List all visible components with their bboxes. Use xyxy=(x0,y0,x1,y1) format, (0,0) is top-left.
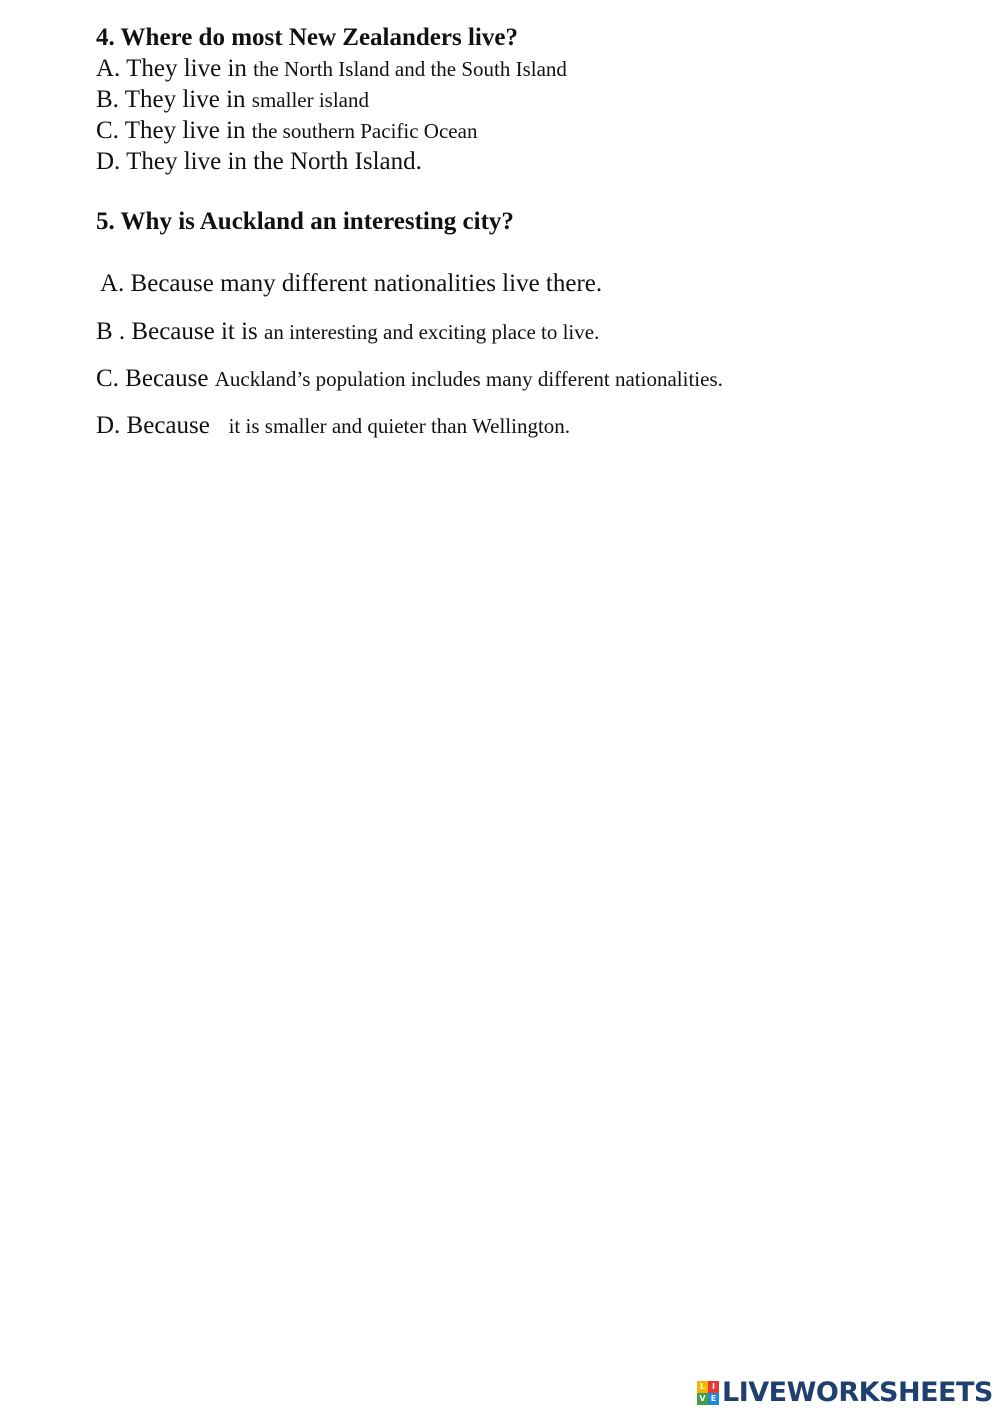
logo-mark-letter: L xyxy=(697,1381,708,1393)
logo-mark-letter: V xyxy=(697,1393,708,1405)
option-prefix: A. Because many different nationalities live there. xyxy=(100,270,603,297)
question-5-option-d[interactable] xyxy=(96,412,570,440)
option-prefix: C. They live in xyxy=(96,117,252,144)
question-4-option-d[interactable] xyxy=(96,148,422,176)
question-4-option-b[interactable] xyxy=(96,86,369,114)
question-4-title: 4. Where do most New Zealanders live? xyxy=(96,24,518,51)
logo-text: LIVEWORKSHEETS xyxy=(722,1377,993,1408)
question-5-option-a[interactable] xyxy=(100,270,602,298)
question-5-title: 5. Why is Auckland an interesting city? xyxy=(96,208,514,235)
option-text: an interesting and exciting place to live. xyxy=(264,320,600,344)
option-prefix: A. They live in xyxy=(96,55,254,82)
option-prefix: C. Because xyxy=(96,365,215,392)
liveworksheets-logo xyxy=(697,1378,993,1408)
question-5-option-c[interactable] xyxy=(96,365,723,393)
option-prefix: B . Because it is xyxy=(96,318,265,345)
logo-mark-letter: E xyxy=(708,1393,719,1405)
option-text: smaller island xyxy=(251,88,370,112)
option-prefix: D. They live in the North Island. xyxy=(96,148,422,175)
logo-mark-letter: I xyxy=(708,1381,719,1393)
logo-mark-icon xyxy=(697,1381,719,1405)
option-prefix: B. They live in xyxy=(96,86,252,113)
question-4-option-c[interactable] xyxy=(96,117,477,145)
option-text: the southern Pacific Ocean xyxy=(251,119,478,143)
question-5-option-b[interactable] xyxy=(96,318,599,346)
option-text: the North Island and the South Island xyxy=(253,57,567,81)
question-4-option-a[interactable] xyxy=(96,55,567,83)
option-text: it is smaller and quieter than Wellington. xyxy=(228,414,571,438)
option-prefix: D. Because xyxy=(96,412,229,439)
option-text: Auckland’s population includes many different nationalities. xyxy=(214,367,723,391)
